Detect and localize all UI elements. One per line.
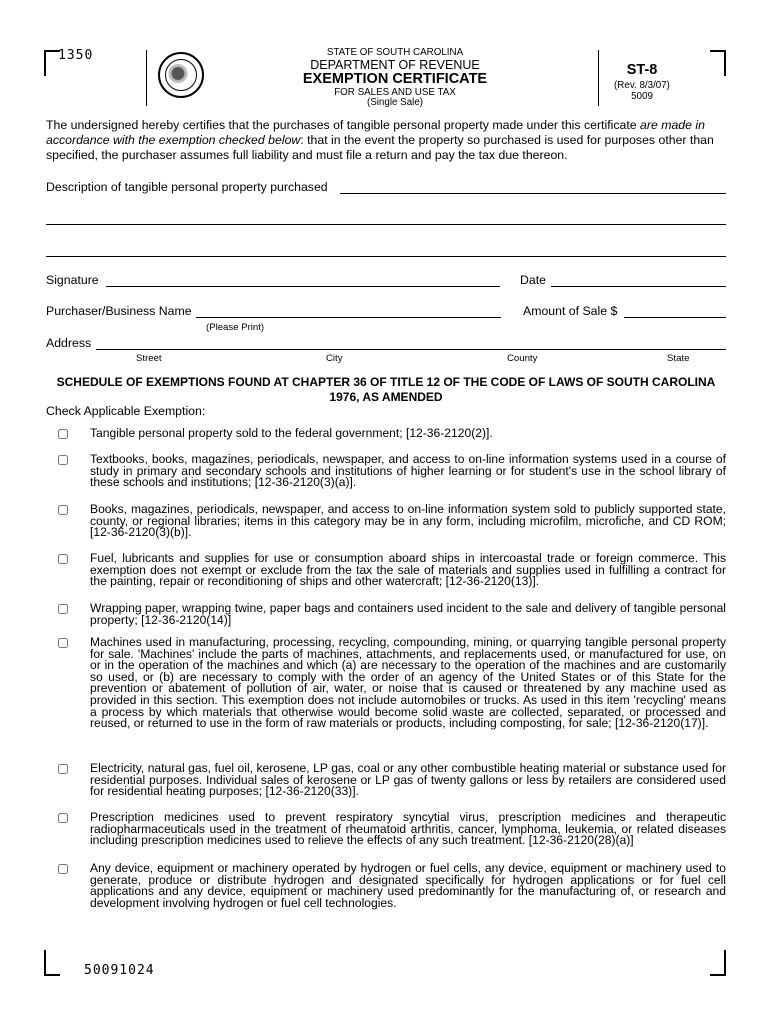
header-state: STATE OF SOUTH CAROLINA (326, 47, 464, 58)
date-field-line[interactable] (551, 286, 726, 287)
exemption-text-2: Textbooks, books, magazines, periodicals, newspaper, and access to on-line information systems used in a course of study in primary and secondary schools and institutions of higher learning or for student's use in the school library of these schools and institutions; [12-36-2120(3)(a)]. (90, 452, 726, 490)
form-id: 5009 (631, 91, 653, 102)
purchaser-label: Purchaser/Business Name (46, 304, 192, 318)
header-subtitle: FOR SALES AND USE TAX (334, 87, 456, 98)
exemption-checkbox-4[interactable] (58, 554, 68, 564)
exemption-text-8: Prescription medicines used to prevent respiratory syncytial virus, prescription medicines and therapeutic radiopharmaceuticals used in the treatment of rheumatoid arthritis, cancer, lymphoma, leukemia, or related diseases including prescription medicines used to relieve the effects of any such treatment. [12-36-2120(28)(a)] (90, 810, 726, 848)
corner-mark-bottom-left (44, 950, 60, 976)
address-state-label: State (667, 353, 690, 364)
description-field-line-3[interactable] (46, 256, 726, 257)
exemption-text-4: Fuel, lubricants and supplies for use or consumption aboard ships in intercoastal trade or foreign commerce. This exemption does not exempt or exclude from the tax the sale of materials and supplies used in fulfilling a contract for the painting, repair or reconditioning of ships and other watercraft; [12-36-2120(13)]. (90, 551, 726, 589)
date-label: Date (520, 273, 546, 287)
address-field-line[interactable] (96, 349, 726, 350)
exemption-text-1: Tangible personal property sold to the federal government; [12-36-2120(2)]. (90, 426, 493, 440)
exemption-text-9: Any device, equipment or machinery operated by hydrogen or fuel cells, any device, equipment or machinery used to generate, produce or distribute hydrogen and designated specifically for hydrogen applications or for fuel cell applications and any device, equipment or machinery used predominantly for the manufacturing of, or research and development involving hydrogen or fuel cell technologies. (90, 861, 726, 910)
corner-mark-bottom-right (710, 950, 726, 976)
signature-label: Signature (46, 273, 99, 287)
address-label: Address (46, 336, 92, 350)
please-print-note: (Please Print) (206, 322, 265, 333)
header-department: DEPARTMENT OF REVENUE (310, 58, 480, 72)
address-street-label: Street (136, 353, 162, 364)
amount-label: Amount of Sale $ (523, 304, 618, 318)
purchaser-field-line[interactable] (196, 317, 501, 318)
address-county-label: County (507, 353, 538, 364)
exemption-text-7: Electricity, natural gas, fuel oil, kerosene, LP gas, coal or any other combustible heating material or substance used for residential purposes. Individual sales of kerosene or LP gas of twenty gallons or less by retailers are considered used for residential heating purposes; [12-36-2120(33)]. (90, 761, 726, 799)
form-number-bottom: 50091024 (84, 963, 155, 978)
exemption-checkbox-5[interactable] (58, 604, 68, 614)
address-city-label: City (326, 353, 343, 364)
corner-mark-top-right (710, 50, 726, 76)
description-field-line-2[interactable] (46, 224, 726, 225)
header-divider-right (598, 50, 599, 106)
form-code: ST-8 (626, 62, 658, 78)
intro-text-a: The undersigned hereby certifies that the purchases of tangible personal property made under this certificate (46, 118, 641, 132)
description-field-line-1[interactable] (340, 193, 726, 194)
exemption-text-6: Machines used in manufacturing, processing, recycling, compounding, mining, or quarrying tangible personal property for sale. 'Machines' include the parts of machines, attachments, and replacements used, or manufactured for use, on or in the operation of the machines and which (a) are necessary to the operation of the machines and are customarily so used, or (b) are necessary to comply with the order of an agency of the United States or of this State for the prevention or abatement of pollution of air, water, or noise that is caused or threatened by any machine used as provided in this section. This exemption does not include automobiles or trucks. As used in this item 'recycling' means a process by which materials that otherwise would become solid waste are collected, separated, or processed and reused, or returned to use in the form of raw materials or products, including composting, for sale; [12-36-2120(17)]. (90, 635, 726, 731)
exemption-text-3: Books, magazines, periodicals, newspaper, and access to on-line information system sold to publicly supported state, county, or regional libraries; items in this category may be in any form, including microfilm, microfiche, and CD ROM; [12-36-2120(3)(b)]. (90, 502, 726, 540)
exemption-checkbox-2[interactable] (58, 455, 68, 465)
exemption-checkbox-7[interactable] (58, 764, 68, 774)
form-revision: (Rev. 8/3/07) (614, 80, 670, 91)
state-seal-icon (158, 52, 204, 98)
header-title: EXEMPTION CERTIFICATE (302, 71, 488, 87)
exemption-checkbox-9[interactable] (58, 864, 68, 874)
signature-field-line[interactable] (106, 286, 500, 287)
check-exemption-label: Check Applicable Exemption: (46, 404, 206, 418)
intro-paragraph (46, 118, 726, 163)
exemption-checkbox-8[interactable] (58, 813, 68, 823)
form-number-top: 1350 (58, 48, 94, 63)
intro-text-b: : that in the event the property so purchased is used for purposes other than specified, the purchaser assumes full liability and must file a return and pay the tax due thereon. (46, 133, 714, 162)
description-label: Description of tangible personal property purchased (46, 180, 328, 194)
header-single-sale: (Single Sale) (366, 97, 424, 108)
exemption-checkbox-1[interactable] (58, 429, 68, 439)
schedule-title: SCHEDULE OF EXEMPTIONS FOUND AT CHAPTER 36 OF TITLE 12 OF THE CODE OF LAWS OF SOUTH CAROLINA 1976, AS AMENDED (56, 375, 716, 404)
header-divider-left (146, 50, 147, 106)
exemption-text-5: Wrapping paper, wrapping twine, paper bags and containers used incident to the sale and delivery of tangible personal property; [12-36-2120(14)] (90, 601, 726, 627)
amount-field-line[interactable] (624, 317, 726, 318)
exemption-checkbox-6[interactable] (58, 638, 68, 648)
exemption-checkbox-3[interactable] (58, 505, 68, 515)
intro-text-italic: are made in accordance with the exemption checked below (46, 118, 705, 147)
